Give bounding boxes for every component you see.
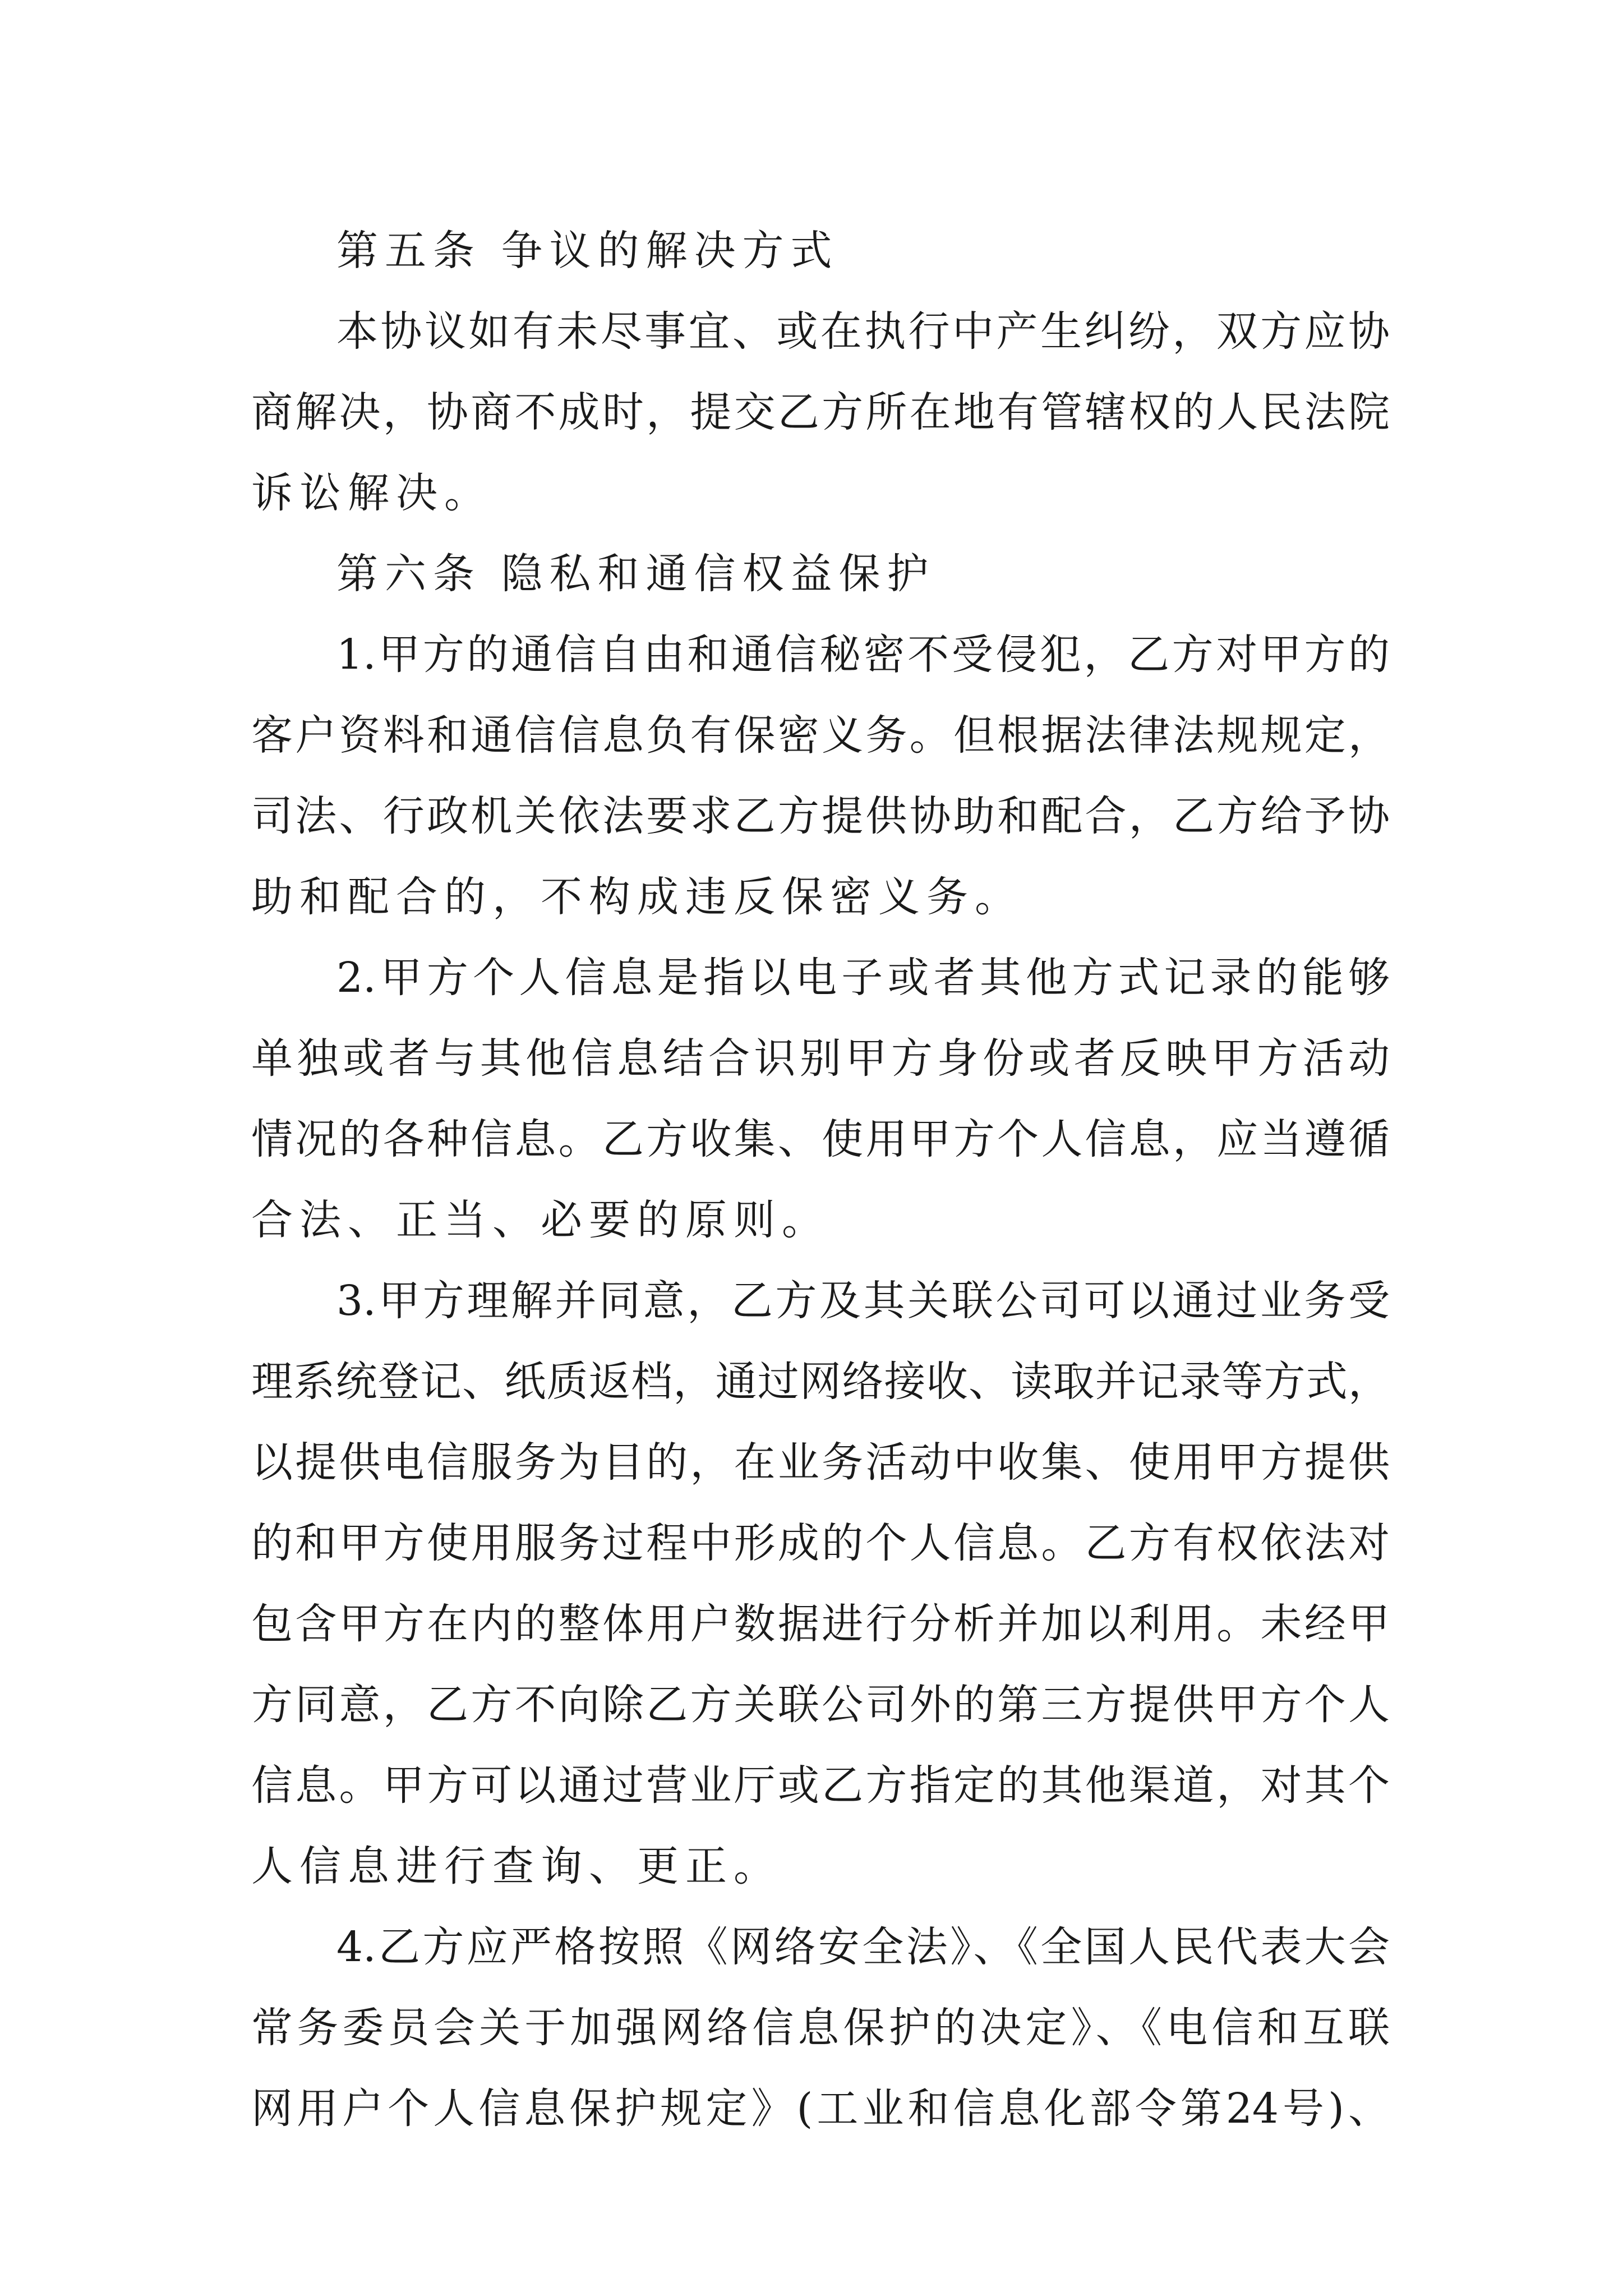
paragraph	[251, 1260, 1390, 1907]
paragraph-line: 单独或者与其他信息结合识别甲方身份或者反映甲方活动	[251, 1034, 1390, 1083]
paragraph-line: 方同意，乙方不向除乙方关联公司外的第三方提供甲方个人	[251, 1681, 1390, 1729]
paragraph-line: 司法、行政机关依法要求乙方提供协助和配合，乙方给予协	[251, 792, 1390, 840]
paragraph-line: 诉讼解决。	[251, 469, 492, 517]
section-heading: 第五条 争议的解决方式	[336, 227, 839, 275]
paragraph-line: 1.甲方的通信自由和通信秘密不受侵犯，乙方对甲方的	[336, 631, 1390, 679]
paragraph-line: 本协议如有未尽事宜、或在执行中产生纠纷，双方应协	[336, 307, 1390, 356]
paragraph-line: 信息。甲方可以通过营业厅或乙方指定的其他渠道，对其个	[251, 1761, 1390, 1810]
paragraph-line: 人信息进行查询、更正。	[251, 1842, 782, 1890]
paragraph-line: 情况的各种信息。乙方收集、使用甲方个人信息，应当遵循	[251, 1115, 1390, 1163]
paragraph-line: 客户资料和通信信息负有保密义务。但根据法律法规规定，	[251, 711, 1390, 760]
paragraph	[251, 614, 1390, 937]
paragraph-line: 包含甲方在内的整体用户数据进行分析并加以利用。未经甲	[251, 1600, 1390, 1648]
paragraph-line: 合法、正当、必要的原则。	[251, 1196, 830, 1244]
paragraph-line: 的和甲方使用服务过程中形成的个人信息。乙方有权依法对	[251, 1519, 1390, 1567]
paragraph	[251, 291, 1390, 533]
paragraph	[251, 937, 1390, 1260]
document-body	[251, 210, 1390, 2149]
paragraph	[251, 1907, 1390, 2149]
paragraph-line: 2.甲方个人信息是指以电子或者其他方式记录的能够	[336, 954, 1390, 1002]
paragraph-line: 4.乙方应严格按照《网络安全法》、《全国人民代表大会	[336, 1923, 1390, 1971]
paragraph-line: 网用户个人信息保护规定》(工业和信息化部令第24号)、	[251, 2085, 1390, 2133]
section-heading: 第六条 隐私和通信权益保护	[336, 550, 935, 598]
paragraph-line: 商解决，协商不成时，提交乙方所在地有管辖权的人民法院	[251, 388, 1390, 436]
paragraph-line: 助和配合的，不构成违反保密义务。	[251, 873, 1023, 921]
paragraph-line: 常务委员会关于加强网络信息保护的决定》、《电信和互联	[251, 2004, 1390, 2052]
paragraph-line: 以提供电信服务为目的，在业务活动中收集、使用甲方提供	[251, 1438, 1390, 1487]
paragraph-line: 理系统登记、纸质返档，通过网络接收、读取并记录等方式，	[251, 1358, 1390, 1406]
paragraph-line: 3.甲方理解并同意，乙方及其关联公司可以通过业务受	[336, 1277, 1390, 1325]
